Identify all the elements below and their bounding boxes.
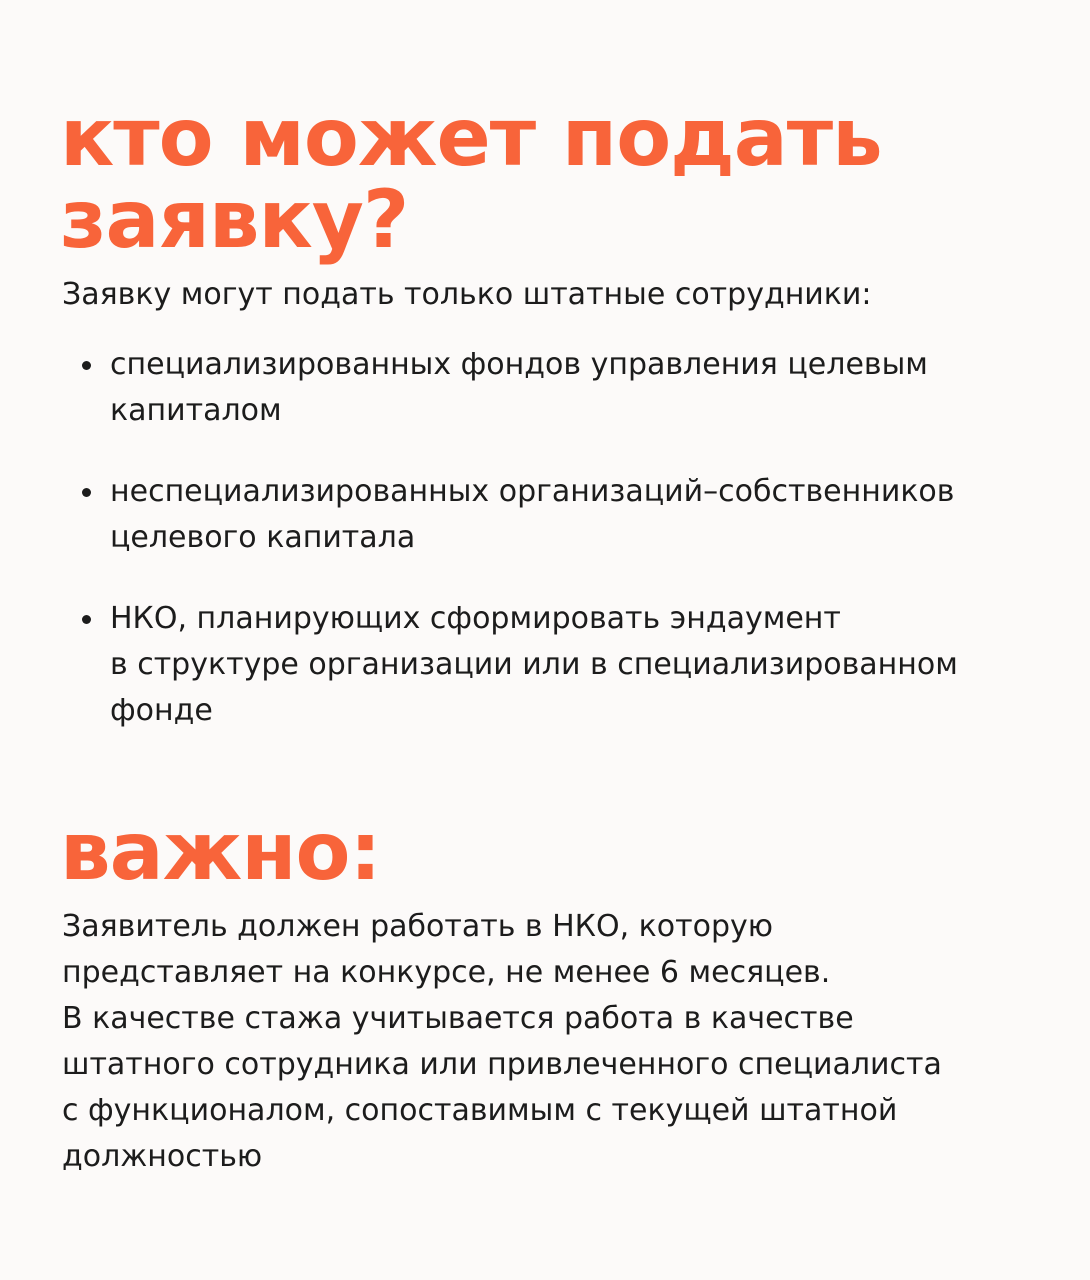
paragraph-line: с функционалом, сопоставимым с текущей штатной [62, 1093, 898, 1128]
list-item-line: капиталом [110, 393, 282, 428]
paragraph-line: должностью [62, 1139, 263, 1174]
heading-who-line-2: заявку? [60, 173, 409, 266]
intro-text: Заявку могут подать только штатные сотрудники: [62, 277, 872, 312]
paragraph-line: представляет на конкурсе, не менее 6 месяцев. [62, 955, 831, 990]
bullet-dot-icon [82, 361, 91, 370]
list-item-line: специализированных фондов управления целевым [110, 347, 928, 382]
paragraph-line: В качестве стажа учитывается работа в качестве [62, 1001, 854, 1036]
list-item-line: неспециализированных организаций–собственников [110, 474, 955, 509]
bullet-dot-icon [82, 615, 91, 624]
list-item-line: целевого капитала [110, 520, 416, 555]
list-item-line: НКО, планирующих сформировать эндаумент [110, 601, 841, 636]
heading-important: важно: [60, 805, 381, 898]
paragraph-line: штатного сотрудника или привлеченного специалиста [62, 1047, 942, 1082]
paragraph-line: Заявитель должен работать в НКО, которую [62, 909, 774, 944]
list-item-line: фонде [110, 693, 213, 728]
heading-who-line-1: кто может подать [60, 91, 882, 184]
bullet-dot-icon [82, 488, 91, 497]
list-item-line: в структуре организации или в специализированном [110, 647, 958, 682]
